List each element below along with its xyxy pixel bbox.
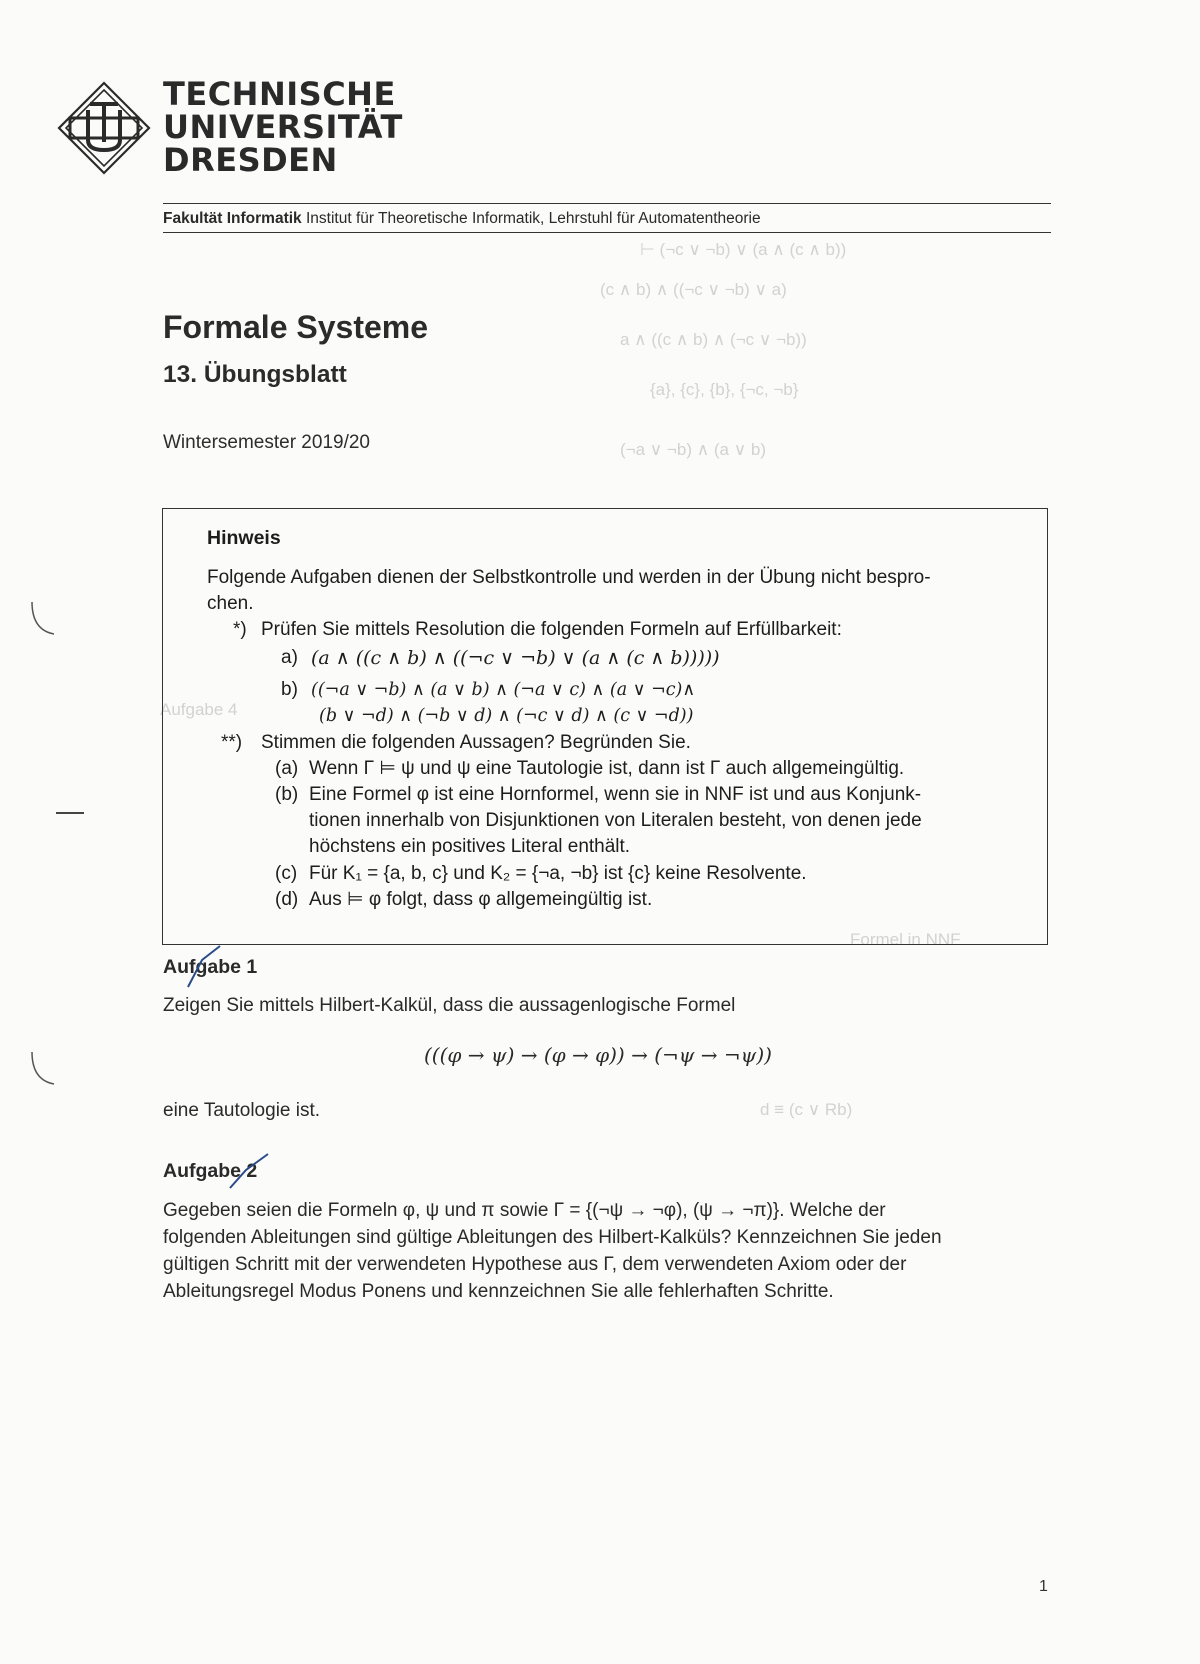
- task1-text: Zeigen Sie mittels Hilbert-Kalkül, dass die aussagenlogische Formel: [163, 995, 736, 1016]
- hint-intro-line: Folgende Aufgaben dienen der Selbstkontrolle und werden in der Übung nicht bespro-: [207, 567, 931, 588]
- bleed-through: Formel in NNF: [850, 930, 961, 949]
- statement-line: höchstens ein positives Literal enthält.: [309, 836, 631, 857]
- university-line: TECHNISCHE: [163, 75, 396, 113]
- semester: Wintersemester 2019/20: [163, 432, 370, 453]
- statement-line: Für K₁ = {a, b, c} und K₂ = {¬a, ¬b} ist {c} keine Resolvente.: [309, 863, 807, 884]
- document-title: Formale Systeme: [163, 309, 429, 345]
- scan-mark: [28, 600, 58, 640]
- star1-marker: *): [233, 619, 247, 640]
- header-rule-top: [163, 203, 1051, 204]
- faculty-name: Fakultät Informatik: [163, 210, 302, 227]
- statement-line: tionen innerhalb von Disjunktionen von Literalen besteht, von denen jede: [309, 810, 922, 831]
- university-line: UNIVERSITÄT: [163, 108, 403, 146]
- header-rule-bottom: [163, 232, 1051, 233]
- bleed-through: Aufgabe 4: [160, 700, 238, 719]
- bleed-through: ⊢ (¬c ∨ ¬b) ∨ (a ∧ (c ∧ b)): [640, 240, 847, 259]
- task1-heading: Aufgabe 1: [163, 956, 258, 978]
- star2-marker: **): [221, 732, 243, 753]
- statement-label: (a): [275, 758, 299, 779]
- faculty-line: [163, 210, 761, 228]
- hint-intro: [207, 565, 1017, 617]
- university-name: [163, 75, 403, 179]
- scan-mark: [28, 1050, 58, 1090]
- bleed-through: {a}, {c}, {b}, {¬c, ¬b}: [650, 380, 799, 399]
- bleed-through: (¬a ∨ ¬b) ∧ (a ∨ b): [620, 440, 766, 459]
- task2-line: Ableitungsregel Modus Ponens und kennzeichnen Sie alle fehlerhaften Schritte.: [163, 1281, 834, 1302]
- statement-line: Aus ⊨ φ folgt, dass φ allgemeingültig ist.: [309, 889, 653, 910]
- statement-line: Eine Formel φ ist eine Hornformel, wenn sie in NNF ist und aus Konjunk-: [309, 784, 922, 805]
- formula-a: (a ∧ ((c ∧ b) ∧ ((¬c ∨ ¬b) ∨ (a ∧ (c ∧ b))))): [311, 647, 720, 669]
- task1-formula: (((φ → ψ) → (φ → φ)) → (¬ψ → ¬ψ)): [424, 1043, 772, 1067]
- scan-mark: [56, 812, 84, 814]
- task2-text: [163, 1197, 1043, 1305]
- task2-line: gültigen Schritt mit der verwendeten Hypothese aus Γ, dem verwendeten Axiom oder der: [163, 1254, 907, 1275]
- statement-line: Wenn Γ ⊨ ψ und ψ eine Tautologie ist, dann ist Γ auch allgemeingültig.: [309, 758, 905, 779]
- statement-label: (c): [275, 863, 298, 884]
- formula-b-line: ((¬a ∨ ¬b) ∧ (a ∨ b) ∧ (¬a ∨ c) ∧ (a ∨ ¬c)∧: [311, 680, 696, 700]
- tu-dresden-logo: [56, 80, 152, 176]
- bleed-through: a ∧ ((c ∧ b) ∧ (¬c ∨ ¬b)): [620, 330, 807, 349]
- hint-title: Hinweis: [207, 527, 281, 549]
- hint-box: [162, 508, 1048, 945]
- formula-b-line: (b ∨ ¬d) ∧ (¬b ∨ d) ∧ (¬c ∨ d) ∧ (c ∨ ¬d)): [319, 706, 694, 726]
- statement-label: (b): [275, 784, 299, 805]
- document-subtitle: 13. Übungsblatt: [163, 361, 347, 388]
- task2-line: folgenden Ableitungen sind gültige Ableitungen des Hilbert-Kalküls? Kennzeichnen Sie jeden: [163, 1227, 942, 1248]
- formula-b-label: b): [281, 679, 298, 700]
- statement-label: (d): [275, 889, 299, 910]
- page-number: 1: [1039, 1578, 1048, 1595]
- task2-line: Gegeben seien die Formeln φ, ψ und π sowie Γ = {(¬ψ → ¬φ), (ψ → ¬π)}. Welche der: [163, 1200, 886, 1221]
- star1-text: Prüfen Sie mittels Resolution die folgenden Formeln auf Erfüllbarkeit:: [261, 619, 842, 640]
- institute-name: Institut für Theoretische Informatik, Lehrstuhl für Automatentheorie: [301, 210, 761, 227]
- star2-text: Stimmen die folgenden Aussagen? Begründen Sie.: [261, 732, 691, 753]
- university-line: DRESDEN: [163, 141, 338, 179]
- bleed-through: d ≡ (c ∨ Rb): [760, 1100, 853, 1119]
- bleed-through: (c ∧ b) ∧ ((¬c ∨ ¬b) ∨ a): [600, 280, 787, 299]
- task2-heading: Aufgabe 2: [163, 1160, 258, 1182]
- task1-tail: eine Tautologie ist.: [163, 1100, 321, 1121]
- hint-intro-line: chen.: [207, 593, 254, 614]
- formula-a-label: a): [281, 647, 298, 668]
